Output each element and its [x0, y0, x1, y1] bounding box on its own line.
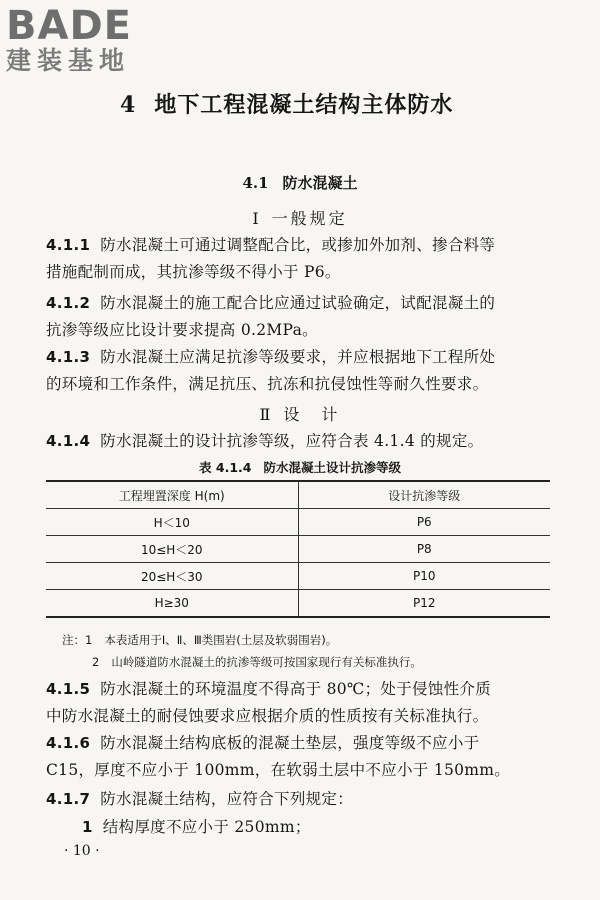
clause-text: 防水混凝土可通过调整配合比，或掺加外加剂、掺合料等 — [100, 236, 496, 254]
table-cell-depth: 20≤H＜30 — [46, 563, 298, 590]
note-text: 本表适用于Ⅰ、Ⅱ、Ⅲ类围岩(土层及软弱围岩)。 — [104, 633, 338, 647]
table-note-2 — [92, 654, 422, 670]
table-cell-depth: H≥30 — [46, 590, 298, 618]
section-title: 防水混凝土 — [282, 174, 358, 192]
subsection-title: 一般规定 — [271, 209, 348, 228]
table-cell-depth: 10≤H＜20 — [46, 536, 298, 563]
clause-id: 4.1.1 — [46, 236, 91, 254]
subsection-heading-design — [0, 402, 600, 425]
clause-text: 中防水混凝土的耐侵蚀要求应根据介质的性质按有关标准执行。 — [46, 707, 489, 725]
table-header-row — [46, 481, 550, 509]
table-note-1 — [62, 632, 337, 648]
clause-id: 4.1.4 — [46, 432, 91, 450]
table-cell-depth: H＜10 — [46, 509, 298, 536]
clause-id: 4.1.5 — [46, 680, 91, 698]
note-number: 2 — [92, 655, 100, 669]
chapter-heading — [120, 88, 453, 119]
chapter-title: 地下工程混凝土结构主体防水 — [154, 92, 454, 118]
list-item-1 — [82, 814, 562, 841]
table-header-cell: 工程埋置深度 H(m) — [46, 481, 298, 509]
note-text: 山岭隧道防水混凝土的抗渗等级可按国家现行有关标准执行。 — [111, 655, 422, 669]
impermeability-grade-table — [46, 480, 550, 618]
table-caption — [0, 458, 600, 476]
clause-4-1-5 — [46, 676, 566, 730]
clause-text: 的环境和工作条件，满足抗压、抗冻和抗侵蚀性等耐久性要求。 — [46, 375, 489, 393]
clause-text: 防水混凝土结构，应符合下列规定： — [100, 790, 354, 808]
clause-text: 防水混凝土的环境温度不得高于 80℃；处于侵蚀性介质 — [100, 680, 492, 698]
logo-wordmark: BADE — [6, 3, 132, 49]
list-item-text: 结构厚度不应小于 250mm； — [102, 818, 311, 836]
clause-text: C15，厚度不应小于 100mm，在软弱土层中不应小于 150mm。 — [46, 761, 511, 779]
table-row — [46, 536, 550, 563]
subsection-title: 设 计 — [283, 405, 341, 424]
note-label: 注： — [62, 633, 85, 647]
table-row — [46, 509, 550, 536]
section-number: 4.1 — [242, 174, 269, 192]
table-cell-grade: P8 — [298, 536, 550, 563]
clause-4-1-4 — [46, 428, 566, 455]
subsection-mark: Ⅰ — [252, 209, 262, 228]
brand-logo — [6, 4, 176, 76]
table-cell-grade: P6 — [298, 509, 550, 536]
clause-text: 防水混凝土的施工配合比应通过试验确定，试配混凝土的 — [100, 294, 496, 312]
clause-text: 防水混凝土结构底板的混凝土垫层，强度等级不应小于 — [100, 734, 480, 752]
note-number: 1 — [85, 633, 93, 647]
clause-4-1-2 — [46, 290, 566, 344]
table-row — [46, 590, 550, 618]
subsection-mark: Ⅱ — [259, 405, 274, 424]
table-title: 防水混凝土设计抗渗等级 — [263, 460, 401, 475]
clause-text: 防水混凝土应满足抗渗等级要求，并应根据地下工程所处 — [100, 348, 496, 366]
chapter-number: 4 — [120, 92, 137, 118]
clause-4-1-1 — [46, 232, 566, 286]
clause-id: 4.1.6 — [46, 734, 91, 752]
subsection-heading-general — [0, 206, 600, 229]
clause-text: 措施配制而成，其抗渗等级不得小于 P6。 — [46, 263, 341, 281]
table-number: 表 4.1.4 — [199, 460, 252, 475]
section-heading — [0, 172, 600, 193]
clause-text: 防水混凝土的设计抗渗等级，应符合表 4.1.4 的规定。 — [100, 432, 484, 450]
clause-text: 抗渗等级应比设计要求提高 0.2MPa。 — [46, 321, 318, 339]
clause-id: 4.1.3 — [46, 348, 91, 366]
page-number: · 10 · — [64, 843, 100, 859]
clause-4-1-7 — [46, 786, 566, 813]
clause-id: 4.1.2 — [46, 294, 91, 312]
table-row — [46, 563, 550, 590]
table-cell-grade: P10 — [298, 563, 550, 590]
logo-subtitle: 建装基地 — [6, 46, 131, 75]
clause-id: 4.1.7 — [46, 790, 91, 808]
list-item-number: 1 — [82, 818, 93, 836]
clause-4-1-3 — [46, 344, 566, 398]
table-header-cell: 设计抗渗等级 — [298, 481, 550, 509]
clause-4-1-6 — [46, 730, 566, 784]
table-cell-grade: P12 — [298, 590, 550, 618]
